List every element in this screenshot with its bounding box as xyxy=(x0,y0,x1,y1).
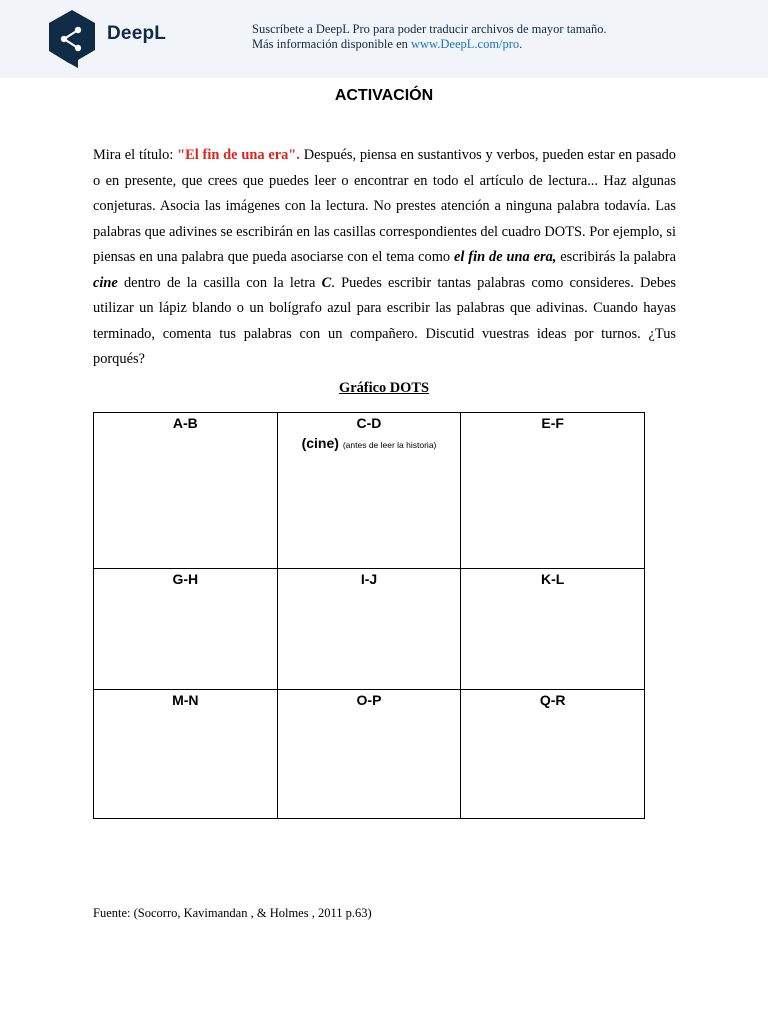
example-phrase: el fin de una era, xyxy=(454,249,557,265)
promo-line-2-prefix: Más información disponible en xyxy=(252,37,411,51)
promo-line-1: Suscríbete a DeepL Pro para poder traducir archivos de mayor tamaño. xyxy=(252,22,607,36)
dots-cell-op[interactable] xyxy=(277,690,461,819)
promo-line-2 xyxy=(252,37,607,52)
deepl-logo-icon[interactable] xyxy=(47,9,97,69)
dots-table xyxy=(93,412,645,819)
pro-promo-text xyxy=(252,22,607,52)
deepl-logo-text[interactable]: DeepL xyxy=(107,23,167,44)
cd-note-word: (cine) xyxy=(301,435,339,451)
para-text-3: escribirás la palabra xyxy=(556,249,676,265)
para-text-4: dentro de la casilla con la letra xyxy=(117,274,322,291)
cell-label-qr: Q-R xyxy=(539,692,566,708)
instructions-paragraph xyxy=(93,143,676,373)
dots-cell-kl[interactable] xyxy=(461,569,645,690)
cell-label-mn: M-N xyxy=(172,692,199,708)
dots-row-1 xyxy=(94,413,645,569)
dots-row-2 xyxy=(94,569,645,690)
deepl-banner xyxy=(0,0,768,78)
example-word: cine xyxy=(93,274,118,291)
cell-label-kl: K-L xyxy=(540,571,565,587)
para-text-1: Mira el título: xyxy=(93,147,178,163)
dots-cell-ij[interactable] xyxy=(277,569,461,690)
source-citation: Fuente: (Socorro, Kavimandan , & Holmes , 2011 p.63) xyxy=(93,906,372,920)
cell-label-op: O-P xyxy=(356,692,382,708)
dots-chart-title: Gráfico DOTS xyxy=(339,380,429,396)
dots-cell-gh[interactable] xyxy=(94,569,278,690)
dots-cell-ef[interactable] xyxy=(461,413,645,569)
dots-cell-mn[interactable] xyxy=(94,690,278,819)
page-title: ACTIVACIÓN xyxy=(334,87,434,104)
cell-label-gh: G-H xyxy=(172,571,199,587)
para-text-2: Después, piensa en sustantivos y verbos, pueden estar en pasado o en presente, que crees que puedes leer o encontrar en todo el artículo de lectura... Haz algunas conjeturas. Asocia las imágenes con la lectura. No prestes atención a ninguna palabra todavía. Las palabras que adivines se escribirán en las casillas correspondientes del cuadro DOTS. Por ejemplo, si piensas en una palabra que pueda asociarse con el tema como xyxy=(93,147,676,265)
cell-label-ef: E-F xyxy=(541,415,564,431)
cell-label-cd: C-D xyxy=(356,415,382,431)
dots-row-3 xyxy=(94,690,645,819)
dots-cell-qr[interactable] xyxy=(461,690,645,819)
cell-label-ab: A-B xyxy=(172,415,198,431)
cell-label-ij: I-J xyxy=(360,571,378,587)
cd-example-note xyxy=(278,435,461,451)
cd-note-small: (antes de leer la historia) xyxy=(342,440,437,450)
example-letter: C xyxy=(321,274,332,291)
article-title-quote: "El fin de una era". xyxy=(177,147,300,163)
deepl-pro-link[interactable]: www.DeepL.com/pro xyxy=(411,37,520,51)
dots-cell-ab[interactable] xyxy=(94,413,278,569)
dots-cell-cd[interactable] xyxy=(277,413,461,569)
para-text-5: . Puedes escribir tantas palabras como consideres. Debes utilizar un lápiz blando o un bolígrafo azul para escribir las palabras que adivinas. Cuando hayas terminado, comenta tus palabras con un compañero. Discutid vuestras ideas por turnos. ¿Tus porqués? xyxy=(93,274,677,367)
promo-line-2-suffix: . xyxy=(519,37,523,51)
